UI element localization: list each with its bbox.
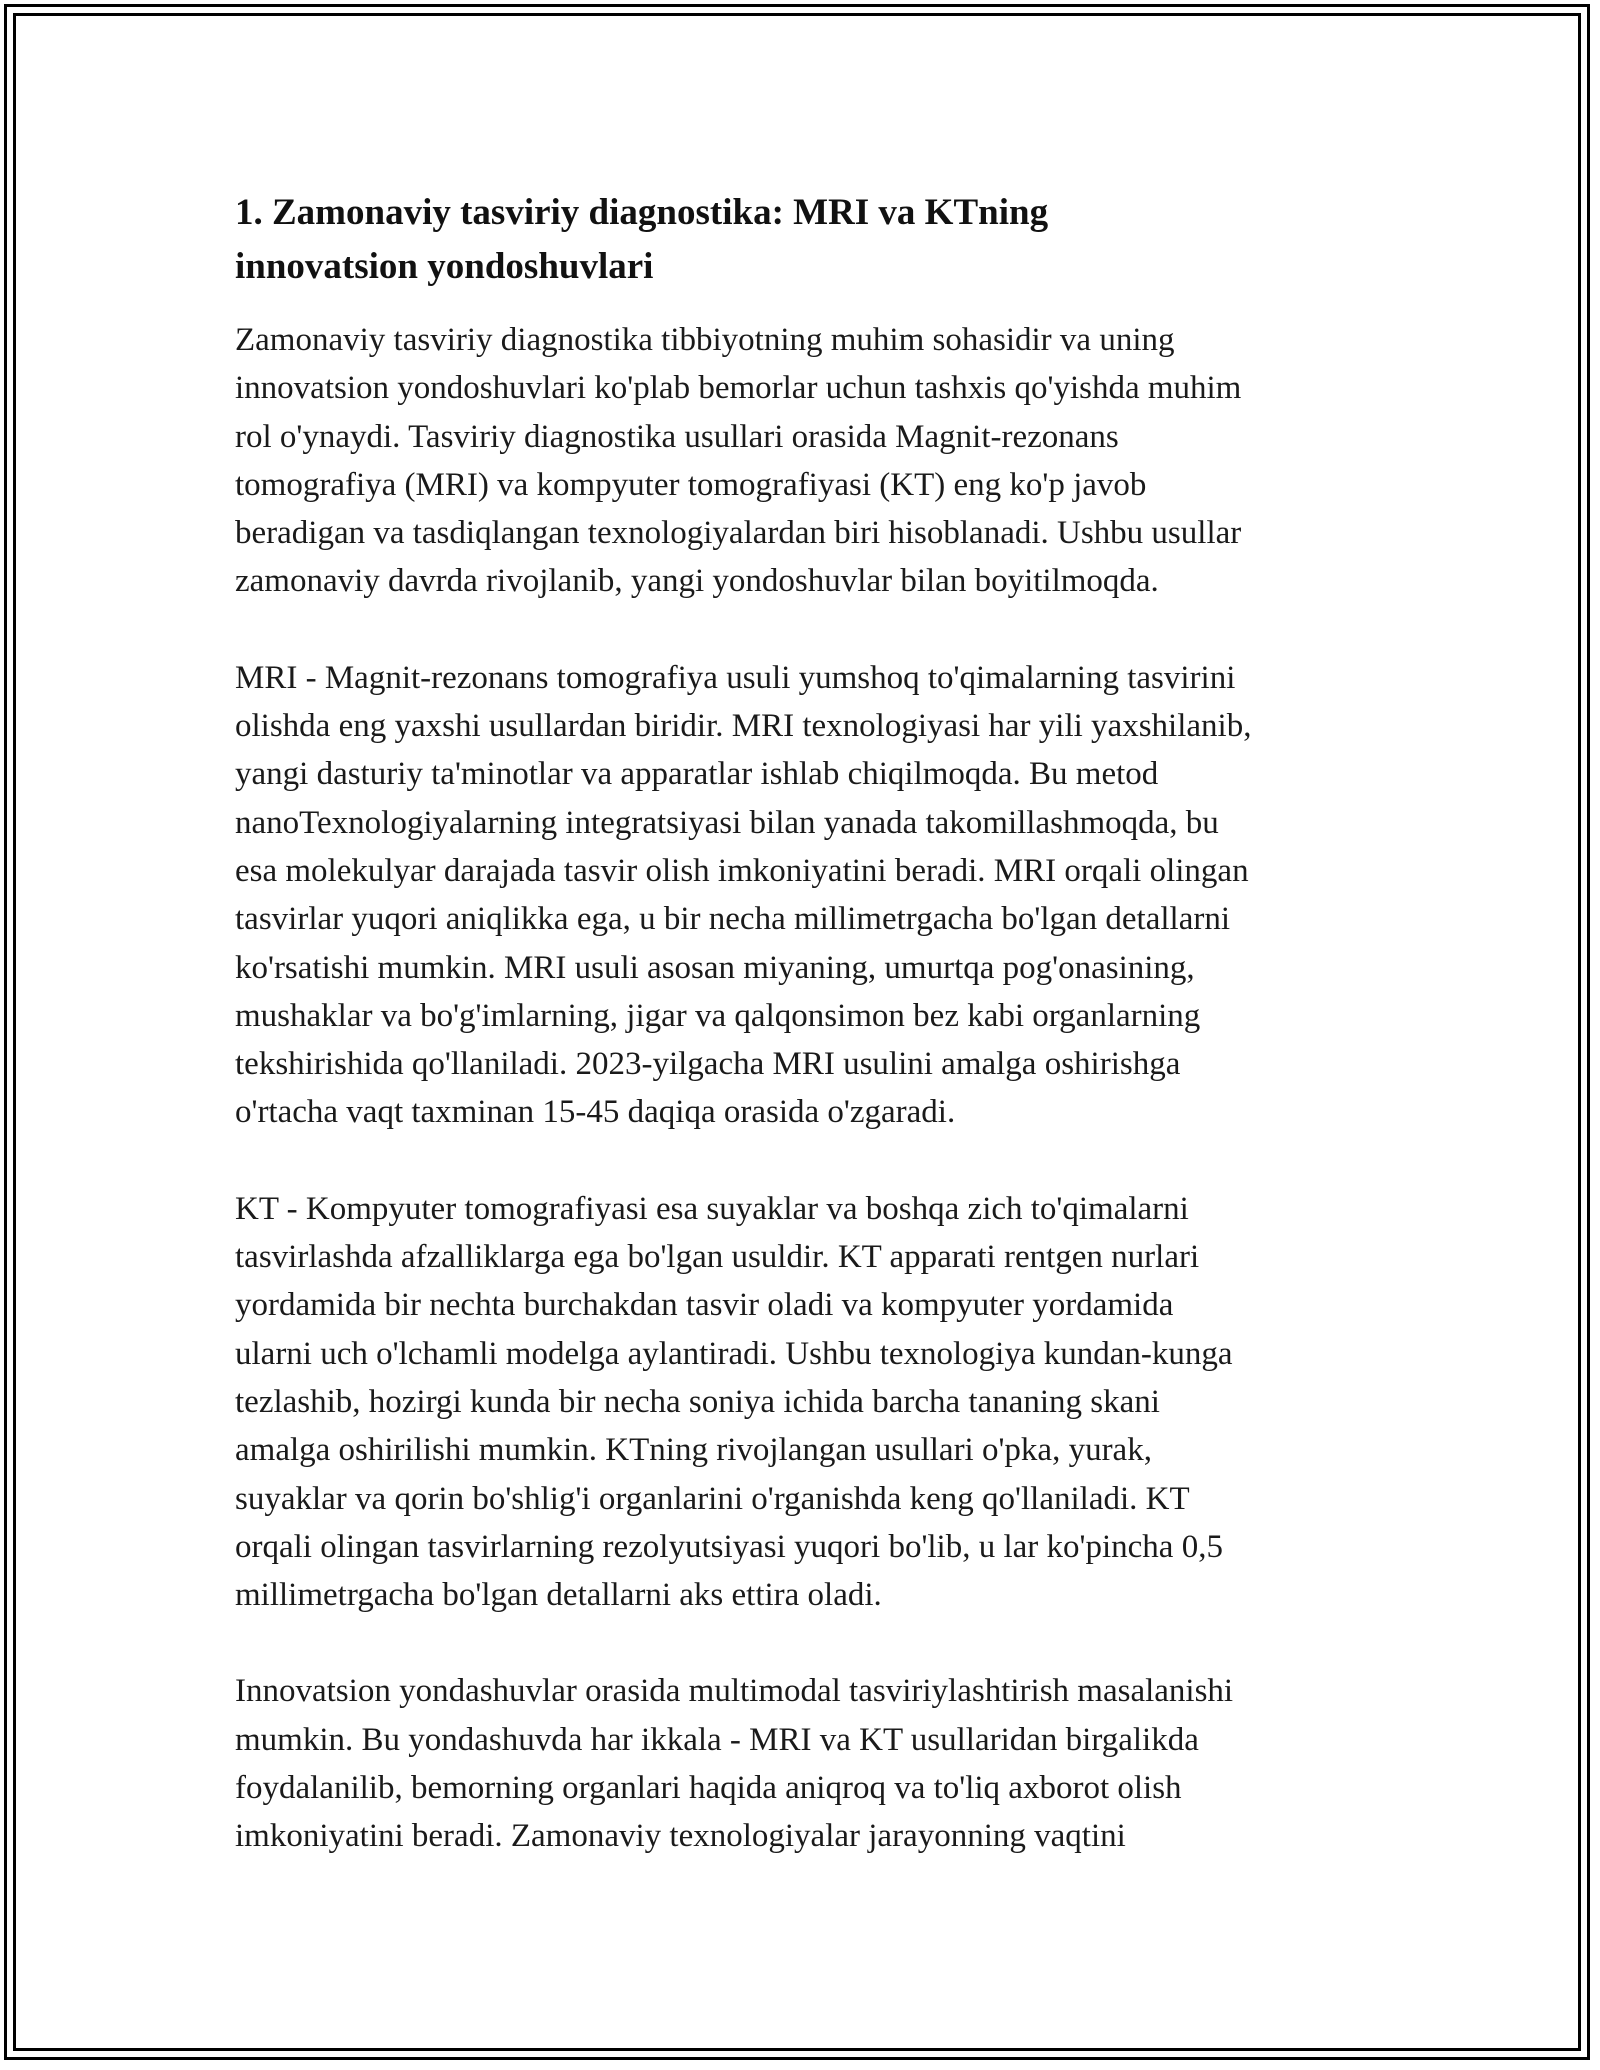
paragraph-kt: KT - Kompyuter tomografiyasi esa suyaklar va boshqa zich to'qimalarni tasvirlashda afzalliklarga ega bo'lgan usuldir. KT apparati rentgen nurlari yordamida bir nechta burchakdan tasvir oladi va kompyuter yordamida ularni uch o'lchamli modelga aylantiradi. Ushbu texnologiya kundan-kunga tezlashib, hozirgi kunda bir necha soniya ichida barcha tananing skani amalga oshirilishi mumkin. KTning rivojlangan usullari o'pka, yurak, suyaklar va qorin bo'shlig'i organlarini o'rganishda keng qo'llaniladi. KT orqali olingan tasvirlarning rezolyutsiyasi yuqori bo'lib, u lar ko'pincha 0,5 millimetrgacha bo'lgan detallarni aks ettira oladi. — [235, 1190, 1233, 1614]
document-body — [235, 186, 1380, 1861]
section-heading: 1. Zamonaviy tasviriy diagnostika: MRI va KTning innovatsion yondoshuvlari — [235, 192, 1049, 287]
paragraph-intro: Zamonaviy tasviriy diagnostika tibbiyotning muhim sohasidir va uning innovatsion yondoshuvlari ko'plab bemorlar uchun tashxis qo'yishda muhim rol o'ynaydi. Tasviriy diagnostika usullari orasida Magnit-rezonans tomografiya (MRI) va kompyuter tomografiyasi (KT) eng ko'p javob beradigan va tasdiqlangan texnologiyalardan biri hisoblanadi. Ushbu usullar zamonaviy davrda rivojlanib, yangi yondoshuvlar bilan boyitilmoqda. — [235, 322, 1242, 600]
paragraph-mri: MRI - Magnit-rezonans tomografiya usuli yumshoq to'qimalarning tasvirini olishda eng yaxshi usullardan biridir. MRI texnologiyasi har yili yaxshilanib, yangi dasturiy ta'minotlar va apparatlar ishlab chiqilmoqda. Bu metod nanoTexnologiyalarning integratsiyasi bilan yanada takomillashmoqda, bu esa molekulyar darajada tasvir olish imkoniyatini beradi. MRI orqali olingan tasvirlar yuqori aniqlikka ega, u bir necha millimetrgacha bo'lgan detallarni ko'rsatishi mumkin. MRI usuli asosan miyaning, umurtqa pog'onasining, mushaklar va bo'g'imlarning, jigar va qalqonsimon bez kabi organlarning tekshirishida qo'llaniladi. 2023-yilgacha MRI usulini amalga oshirishga o'rtacha vaqt taxminan 15-45 daqiqa orasida o'zgaradi. — [235, 659, 1252, 1131]
paragraph-innovation: Innovatsion yondashuvlar orasida multimodal tasviriylashtirish masalanishi mumkin. Bu yondashuvda har ikkala - MRI va KT usullaridan birgalikda foydalanilib, bemorning organlari haqida aniqroq va to'liq axborot olish imkoniyatini beradi. Zamonaviy texnologiyalar jarayonning vaqtini — [235, 1673, 1234, 1855]
